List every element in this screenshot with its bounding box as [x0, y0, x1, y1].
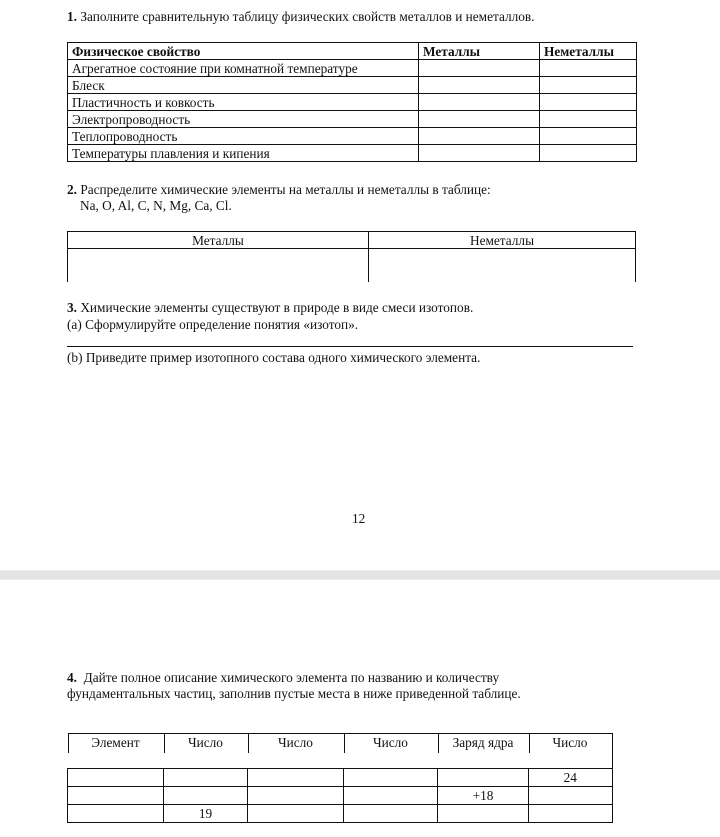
cell[interactable] — [68, 805, 164, 823]
cell[interactable] — [344, 805, 438, 823]
cell[interactable] — [164, 769, 248, 787]
task3-prompt — [67, 300, 473, 316]
task4-line2: фундаментальных частиц, заполнив пустые места в ниже приведенной таблице. — [67, 686, 521, 701]
cell: 24 — [529, 769, 613, 787]
table-row — [68, 94, 637, 111]
header-number-1: Число — [164, 734, 248, 769]
nonmetals-cell[interactable] — [540, 145, 637, 162]
cell[interactable] — [248, 805, 344, 823]
task1-prompt — [67, 9, 535, 25]
cell[interactable] — [438, 769, 529, 787]
nonmetals-cell[interactable] — [540, 60, 637, 77]
page-number: 12 — [352, 511, 366, 526]
page-separator — [0, 570, 720, 580]
header-property: Физическое свойство — [68, 43, 419, 60]
table-header-row — [68, 43, 637, 60]
header-element: Элемент — [68, 734, 164, 769]
header-number-4: Число — [529, 734, 613, 769]
table-row — [68, 769, 613, 787]
nonmetals-cell[interactable] — [540, 111, 637, 128]
property-cell: Блеск — [68, 77, 419, 94]
cell[interactable] — [248, 787, 344, 805]
task3-number: 3. — [67, 300, 77, 315]
classification-table — [67, 231, 636, 282]
metals-answer-cell[interactable] — [68, 249, 369, 283]
header-nonmetals: Неметаллы — [369, 232, 636, 249]
task2-number: 2. — [67, 182, 77, 197]
task1-text: Заполните сравнительную таблицу физических свойств металлов и неметаллов. — [80, 9, 535, 24]
cell[interactable] — [344, 787, 438, 805]
cell: +18 — [438, 787, 529, 805]
metals-cell[interactable] — [419, 145, 540, 162]
header-nonmetals: Неметаллы — [540, 43, 637, 60]
answer-line[interactable] — [67, 346, 633, 347]
table-row — [68, 805, 613, 823]
header-number-2: Число — [248, 734, 344, 769]
table-row — [68, 145, 637, 162]
table-row — [68, 111, 637, 128]
header-nuclear-charge: Заряд ядра — [438, 734, 529, 769]
cell: 19 — [164, 805, 248, 823]
metals-cell[interactable] — [419, 94, 540, 111]
cell[interactable] — [344, 769, 438, 787]
properties-table — [67, 42, 637, 162]
cell[interactable] — [529, 805, 613, 823]
header-metals: Металлы — [68, 232, 369, 249]
task1-number: 1. — [67, 9, 77, 24]
metals-cell[interactable] — [419, 60, 540, 77]
nonmetals-cell[interactable] — [540, 94, 637, 111]
cell[interactable] — [68, 787, 164, 805]
nonmetals-answer-cell[interactable] — [369, 249, 636, 283]
task4-line1: Дайте полное описание химического элемента по названию и количеству — [83, 670, 500, 685]
task4-number: 4. — [67, 670, 77, 685]
table-header-row — [68, 232, 636, 249]
header-number-3: Число — [344, 734, 438, 769]
nonmetals-cell[interactable] — [540, 128, 637, 145]
metals-cell[interactable] — [419, 111, 540, 128]
table-row — [68, 249, 636, 283]
table-row — [68, 128, 637, 145]
task3-text: Химические элементы существуют в природе в виде смеси изотопов. — [80, 300, 474, 315]
table-row — [68, 787, 613, 805]
metals-cell[interactable] — [419, 77, 540, 94]
table-row — [68, 60, 637, 77]
nonmetals-cell[interactable] — [540, 77, 637, 94]
task3-part-b: (b) Приведите пример изотопного состава одного химического элемента. — [67, 350, 481, 365]
header-metals: Металлы — [419, 43, 540, 60]
cell[interactable] — [438, 805, 529, 823]
element-particles-table — [67, 733, 613, 823]
metals-cell[interactable] — [419, 128, 540, 145]
property-cell: Электропроводность — [68, 111, 419, 128]
task4-prompt — [67, 670, 499, 686]
task2-prompt — [67, 182, 491, 198]
cell[interactable] — [68, 769, 164, 787]
cell[interactable] — [529, 787, 613, 805]
cell[interactable] — [248, 769, 344, 787]
property-cell: Температуры плавления и кипения — [68, 145, 419, 162]
table-row — [68, 77, 637, 94]
task2-elements: Na, O, Al, C, N, Mg, Ca, Cl. — [80, 198, 232, 213]
property-cell: Пластичность и ковкость — [68, 94, 419, 111]
task2-text: Распределите химические элементы на металлы и неметаллы в таблице: — [80, 182, 491, 197]
task3-part-a: (a) Сформулируйте определение понятия «изотоп». — [67, 317, 359, 332]
property-cell: Агрегатное состояние при комнатной температуре — [68, 60, 419, 77]
property-cell: Теплопроводность — [68, 128, 419, 145]
cell[interactable] — [164, 787, 248, 805]
table-header-row — [68, 734, 613, 769]
